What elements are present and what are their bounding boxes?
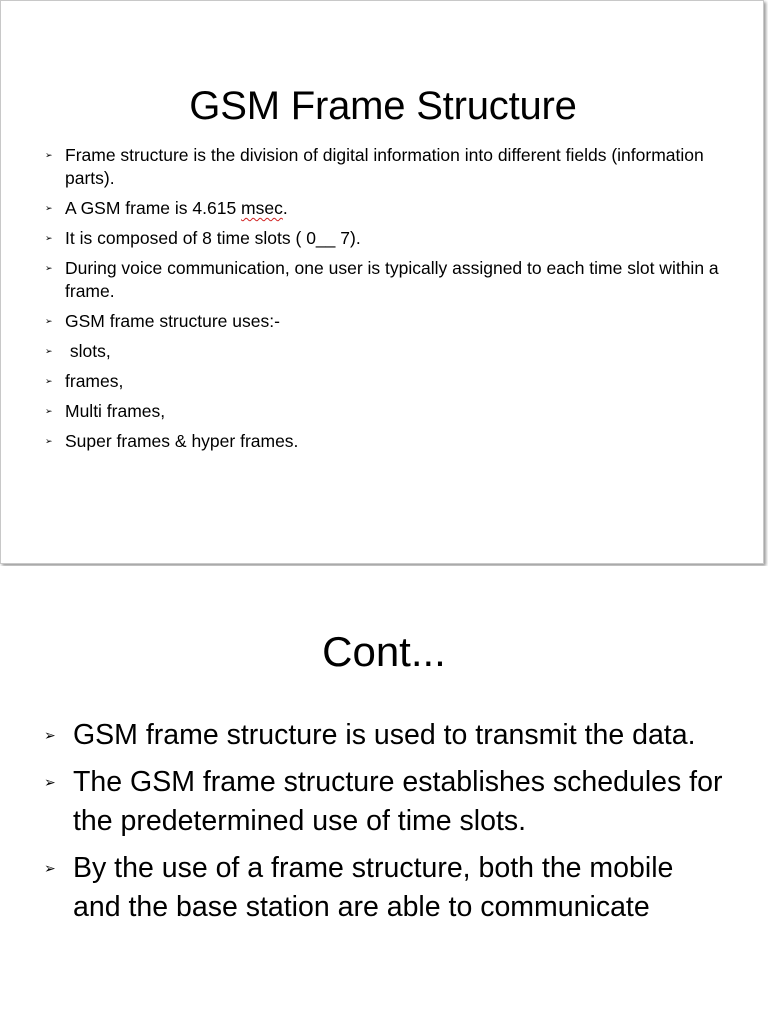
- arrow-bullet-icon: ➢: [45, 436, 53, 446]
- list-item: [45, 340, 735, 363]
- arrow-bullet-icon: ➢: [45, 203, 53, 213]
- list-item: [45, 227, 735, 250]
- arrow-bullet-icon: ➢: [44, 774, 56, 790]
- frame-duration-suffix: .: [282, 198, 288, 218]
- list-item-text: By the use of a frame structure, both the mobile and the base station are able to communicate: [73, 852, 674, 923]
- list-item-text: During voice communication, one user is typically assigned to each time slot within a frame.: [65, 258, 719, 301]
- list-item: [44, 716, 724, 755]
- bullet-list: [45, 144, 735, 460]
- list-item: [45, 430, 735, 453]
- list-item: [44, 849, 724, 927]
- list-item: [45, 310, 735, 333]
- bullet-list: [44, 716, 724, 935]
- spellcheck-word: msec: [241, 198, 283, 218]
- list-item: [45, 197, 735, 220]
- arrow-bullet-icon: ➢: [44, 860, 56, 876]
- arrow-bullet-icon: ➢: [45, 376, 53, 386]
- list-item-text: Frame structure is the division of digital information into different fields (information parts).: [65, 145, 704, 188]
- frame-duration-text: A GSM frame is 4.615: [65, 198, 242, 218]
- arrow-bullet-icon: ➢: [45, 233, 53, 243]
- list-item-text: slots,: [65, 341, 111, 361]
- slide-title: GSM Frame Structure: [189, 84, 577, 128]
- slide-title: Cont...: [322, 628, 446, 675]
- list-item: [45, 400, 735, 423]
- list-item: [44, 763, 724, 841]
- list-item: [45, 370, 735, 393]
- arrow-bullet-icon: ➢: [45, 316, 53, 326]
- list-item-text: Super frames & hyper frames.: [65, 431, 299, 451]
- arrow-bullet-icon: ➢: [45, 406, 53, 416]
- list-item: [45, 257, 735, 303]
- list-item-text: The GSM frame structure establishes schedules for the predetermined use of time slots.: [73, 766, 723, 837]
- slide-cont: [0, 566, 768, 1024]
- arrow-bullet-icon: ➢: [45, 150, 53, 160]
- list-item-text: GSM frame structure uses:-: [65, 311, 280, 331]
- list-item-text: frames,: [65, 371, 124, 391]
- list-item-text: GSM frame structure is used to transmit the data.: [73, 719, 696, 751]
- arrow-bullet-icon: ➢: [45, 346, 53, 356]
- list-item-text: [65, 198, 288, 218]
- list-item: [45, 144, 735, 190]
- list-item-text: Multi frames,: [65, 401, 166, 421]
- list-item-text: It is composed of 8 time slots ( 0__ 7).: [65, 228, 361, 248]
- arrow-bullet-icon: ➢: [44, 727, 56, 743]
- arrow-bullet-icon: ➢: [45, 263, 53, 273]
